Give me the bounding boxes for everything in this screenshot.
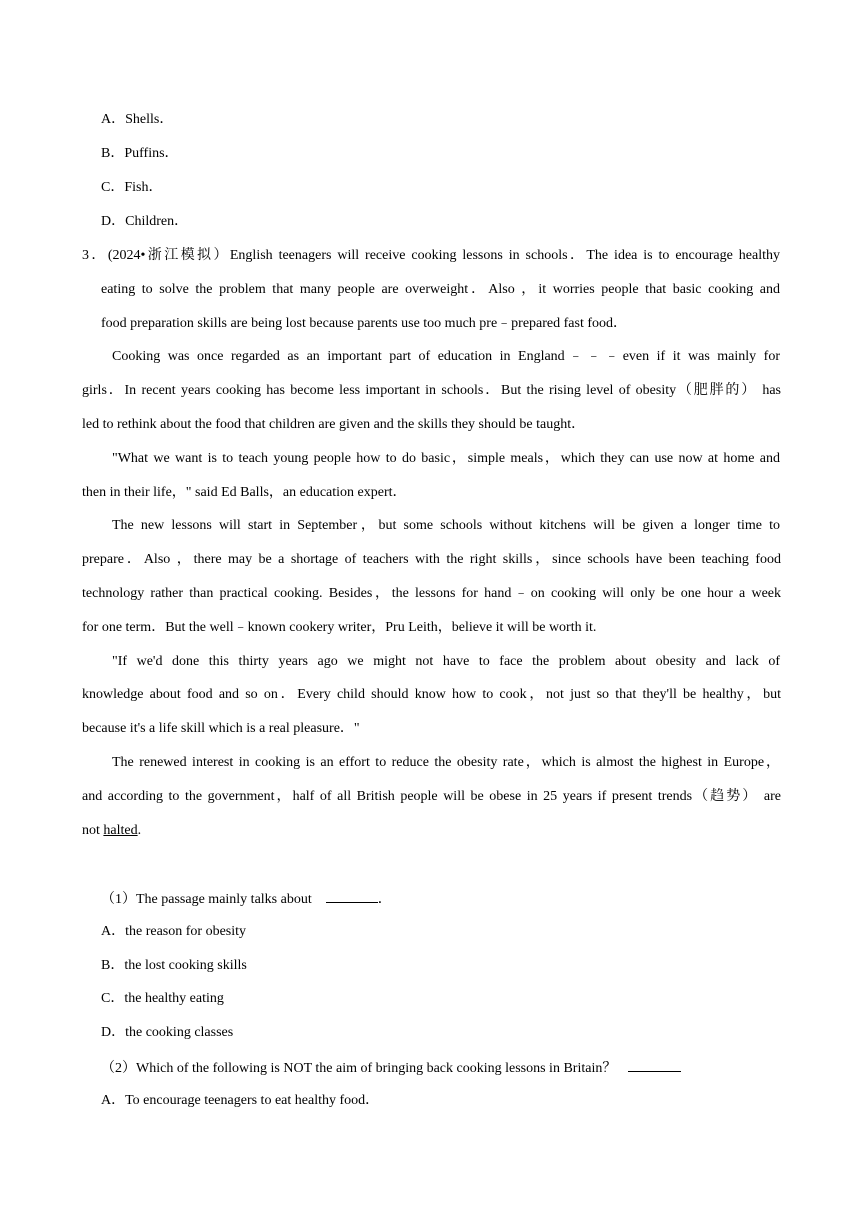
passage-p3-line-1: The new lessons will start in September，but some schools without kitchens will be given a longer time to (112, 518, 780, 533)
passage-p1-line-2: girls．In recent years cooking has become less important in schools．But the rising level of obesity（肥胖的） has (82, 383, 781, 398)
passage-p4-line-3: because it's a life skill which is a real pleasure．" (82, 721, 360, 736)
passage-p1-line-3: led to rethink about the food that children are given and the skills they should be taught． (82, 417, 586, 432)
sub-question-2-text: （2）Which of the following is NOT the aim of bringing back cooking lessons in Britain？ (101, 1061, 617, 1076)
passage-p4-line-2: knowledge about food and so on．Every child should know how to cook，not just so that they'll be healthy，but (82, 687, 781, 702)
option-a: A．Shells． (101, 112, 174, 127)
passage-p3-line-4: for one term．But the well﹣known cookery writer，Pru Leith，believe it will be worth it. (82, 620, 597, 635)
sub-question-2-stem (101, 1058, 681, 1078)
passage-p2-line-2: then in their life，" said Ed Balls，an education expert． (82, 485, 407, 500)
passage-p5-suffix: . (137, 823, 142, 838)
option-c: C．Fish． (101, 180, 163, 195)
sub-question-1-option-c: C．the healthy eating (101, 991, 224, 1006)
sub-question-1-end: ． (377, 892, 392, 907)
passage-p3-line-2: prepare．Also ，there may be a shortage of teachers with the right skills，since schools have been teaching food (82, 552, 781, 567)
sub-question-1-option-d: D．the cooking classes (101, 1025, 234, 1040)
passage-p4-line-1: "If we'd done this thirty years ago we might not have to face the problem about obesity and lack of (112, 654, 780, 669)
question3-line-2: eating to solve the problem that many people are overweight．Also ，it worries people that basic cooking and (101, 282, 780, 297)
passage-p5-line-2: and according to the government，half of all British people will be obese in 25 years if present trends（趋势） are (82, 789, 781, 804)
sub-question-2-option-a: A．To encourage teenagers to eat healthy food． (101, 1093, 380, 1108)
option-d: D．Children． (101, 214, 189, 229)
passage-p3-line-3: technology rather than practical cooking. Besides，the lessons for hand﹣on cooking will only be one hour a week (82, 586, 781, 601)
option-b: B．Puffins． (101, 146, 179, 161)
question3-line-3: food preparation skills are being lost because parents use too much pre﹣prepared fast food． (101, 316, 627, 331)
answer-blank-1[interactable] (326, 889, 378, 903)
sub-question-1-option-a: A．the reason for obesity (101, 924, 247, 939)
answer-blank-2[interactable] (628, 1058, 681, 1072)
passage-p2-line-1: "What we want is to teach young people how to do basic，simple meals，which they can use now at home and (112, 451, 780, 466)
question3-line-1: 3．(2024•浙江模拟）English teenagers will receive cooking lessons in schools．The idea is to encourage healthy (82, 248, 780, 263)
sub-question-1-text: （1）The passage mainly talks about (101, 892, 312, 907)
passage-p1-line-1: Cooking was once regarded as an important part of education in England﹣﹣﹣even if it was mainly for (112, 349, 780, 364)
sub-question-1-stem (101, 889, 392, 909)
sub-question-1-option-b: B．the lost cooking skills (101, 958, 247, 973)
passage-p5-line-3 (82, 822, 141, 840)
passage-p5-prefix: not (82, 823, 104, 838)
passage-p5-line-1: The renewed interest in cooking is an effort to reduce the obesity rate，which is almost the highest in Europe， (112, 755, 780, 770)
underlined-word-halted: halted (103, 823, 138, 838)
